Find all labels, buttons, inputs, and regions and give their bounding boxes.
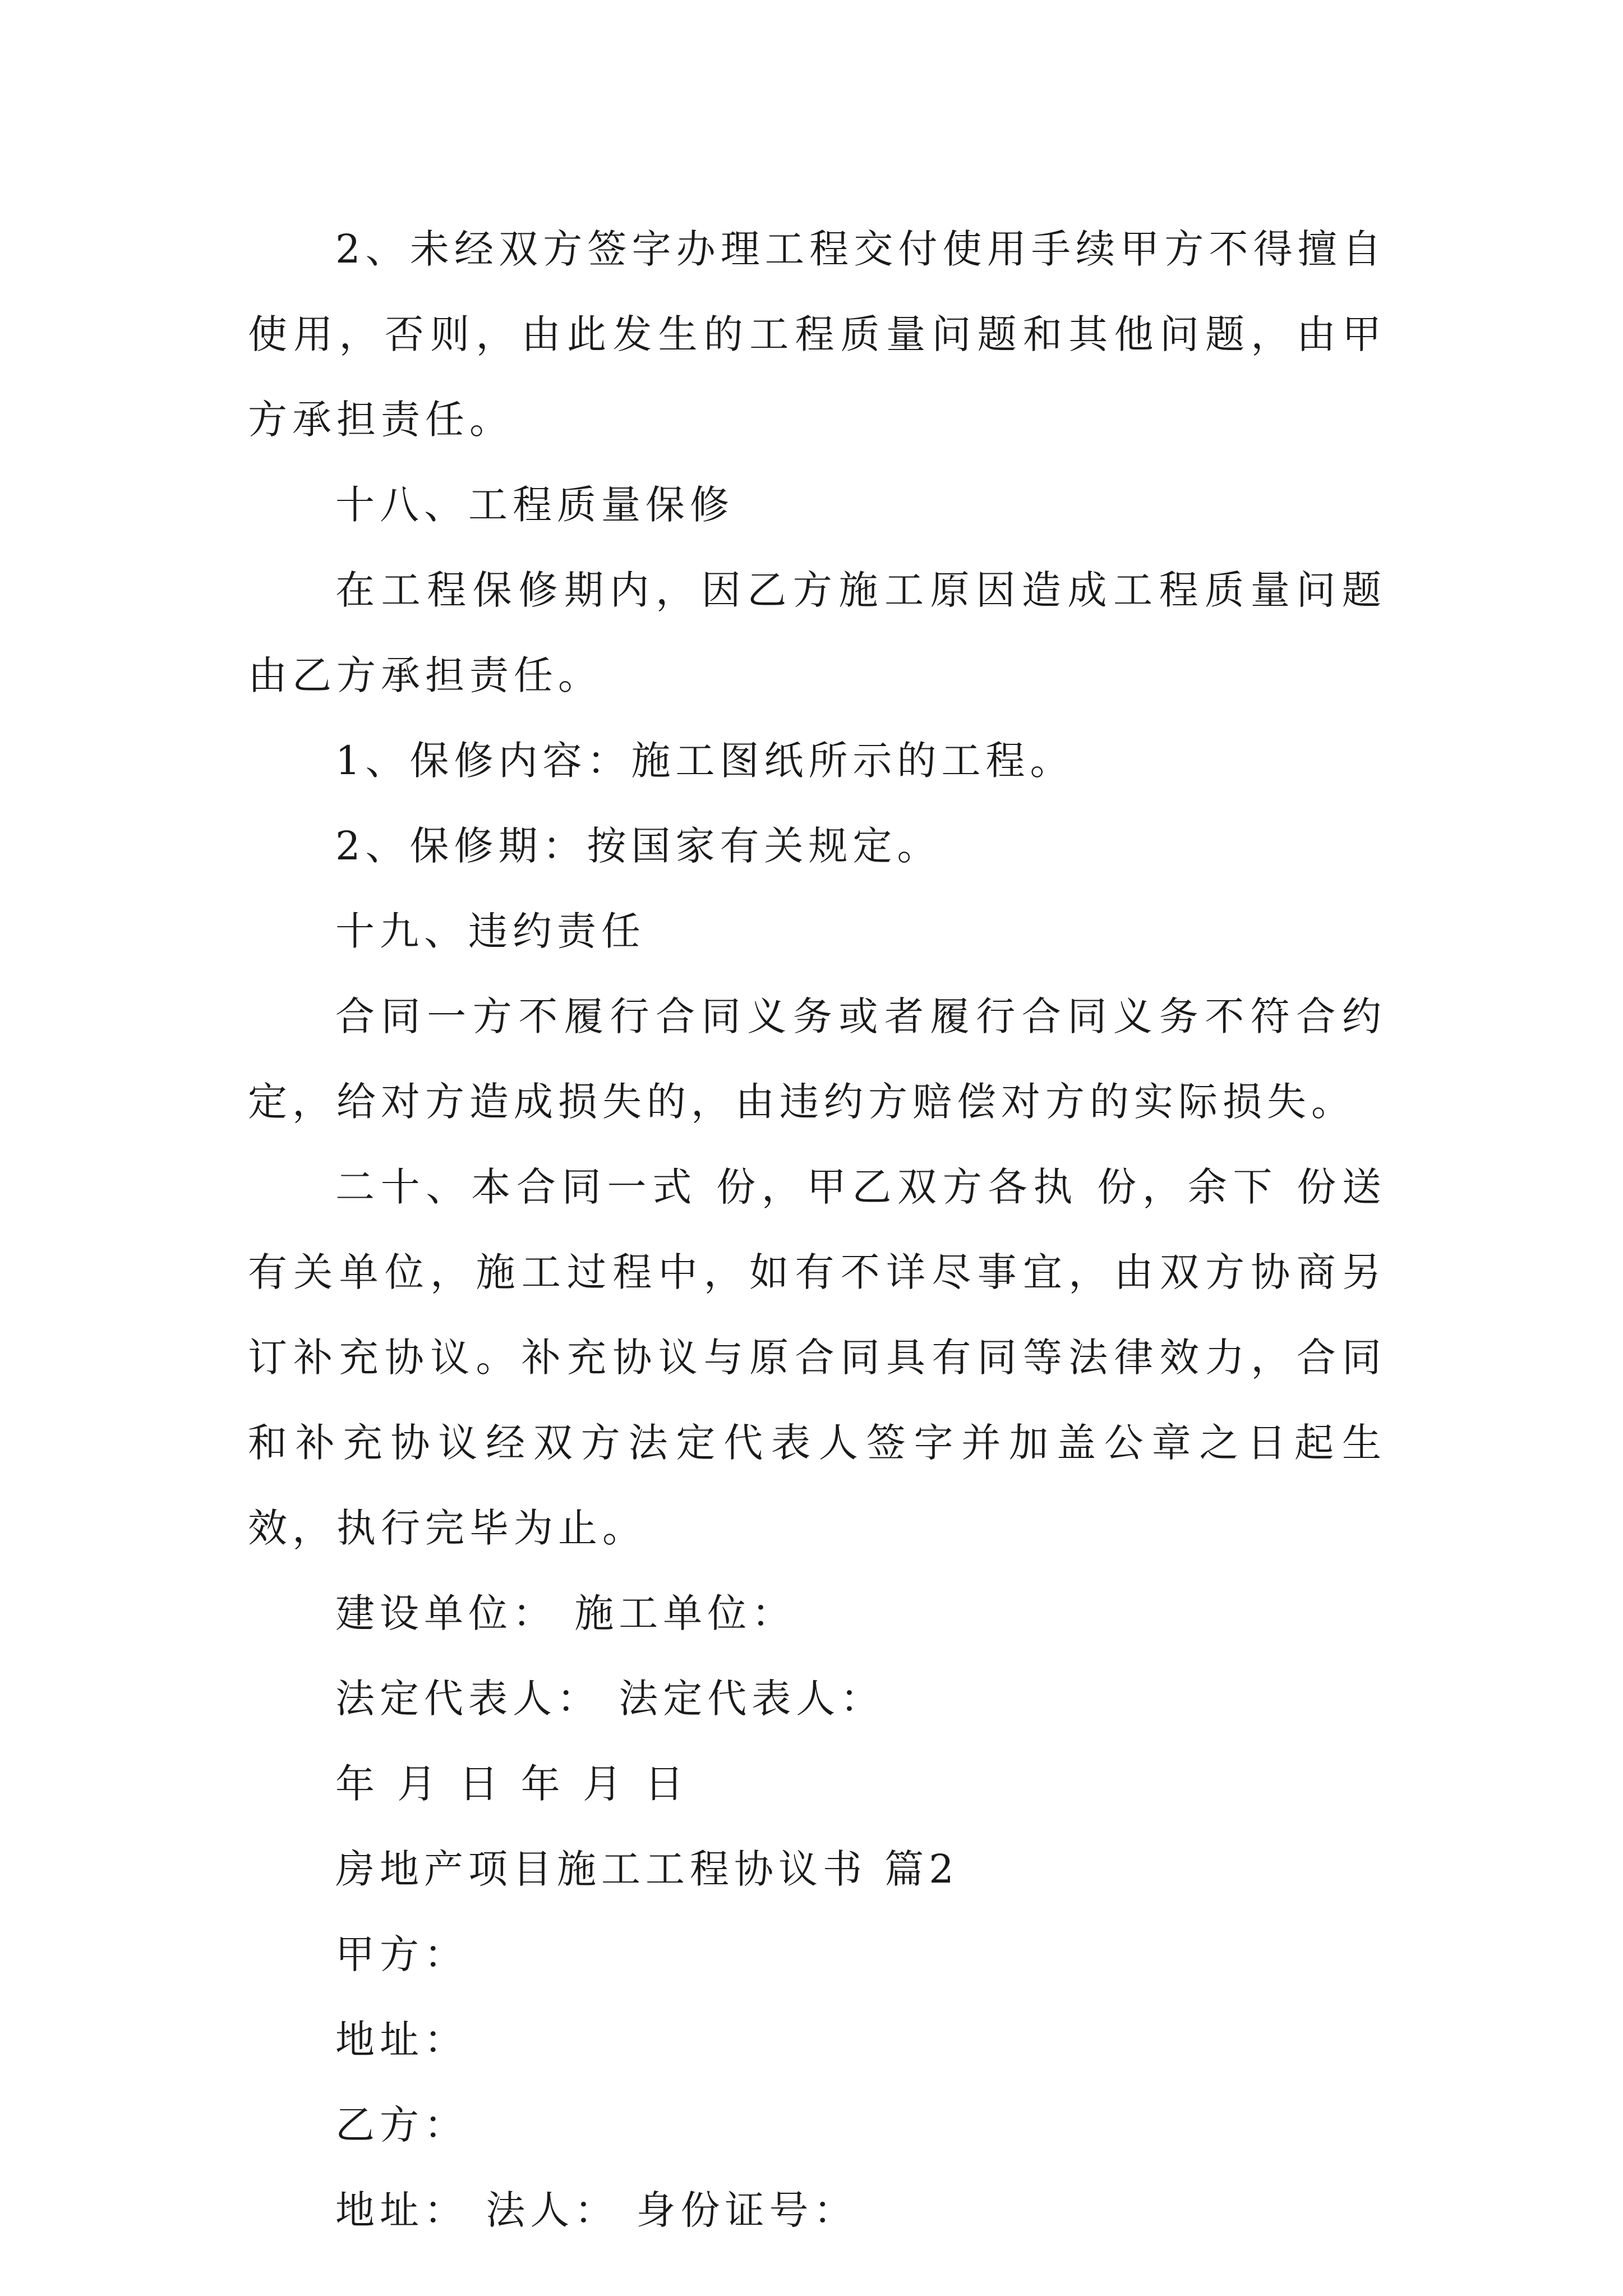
document-body: [248, 206, 1386, 2253]
signature-dates-line: 年 月 日 年 月 日: [335, 1761, 689, 1807]
paragraph-delivery-clause: 2、未经双方签字办理工程交付使用手续甲方不得擅自使用，否则，由此发生的工程质量问题和其他问题，由甲方承担责任。: [248, 226, 1386, 443]
paragraph-warranty-responsibility: 在工程保修期内，因乙方施工原因造成工程质量问题由乙方承担责任。: [248, 567, 1386, 698]
paragraph-copies-clause: 二十、本合同一式 份，甲乙双方各执 份，余下 份送有关单位，施工过程中，如有不详尽事宜，由双方协商另订补充协议。补充协议与原合同具有同等法律效力，合同和补充协议经双方法定代表人签字并加盖公章之日起生效，执行完毕为止。: [248, 1164, 1386, 1551]
heading-quality-warranty: 十八、工程质量保修: [335, 482, 734, 528]
party-a-address-label: 地址：: [335, 2017, 468, 2063]
section-title-agreement-2: 房地产项目施工工程协议书 篇2: [335, 1846, 959, 1892]
signature-representatives-line: 法定代表人： 法定代表人：: [335, 1676, 885, 1722]
signature-units-line: 建设单位： 施工单位：: [335, 1590, 796, 1636]
paragraph-warranty-period: 2、保修期：按国家有关规定。: [335, 823, 942, 869]
paragraph-warranty-content: 1、保修内容：施工图纸所示的工程。: [335, 738, 1075, 784]
party-a-label: 甲方：: [335, 1931, 468, 1977]
paragraph-breach-liability: 合同一方不履行合同义务或者履行合同义务不符合约定，给对方造成损失的，由违约方赔偿对方的实际损失。: [248, 993, 1386, 1125]
heading-breach-liability: 十九、违约责任: [335, 908, 645, 954]
party-b-details-line: 地址： 法人： 身份证号：: [335, 2187, 858, 2233]
party-b-label: 乙方：: [335, 2102, 468, 2148]
